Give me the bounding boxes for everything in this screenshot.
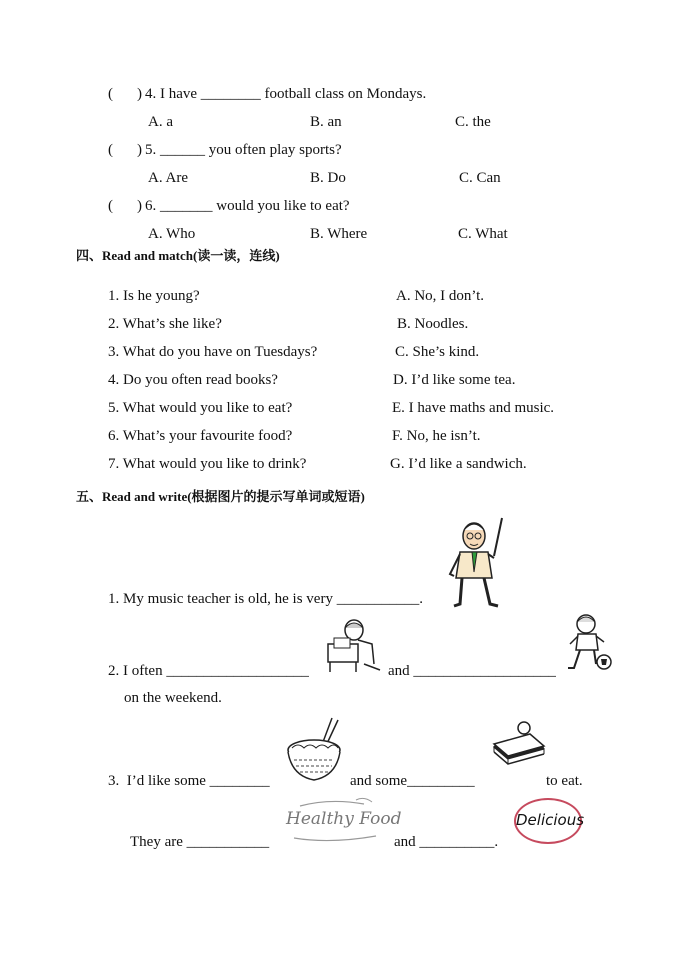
match-left-5: 5. What would you like to eat?	[108, 400, 293, 416]
delicious-logo	[514, 798, 585, 844]
write-q2-part2: and ___________________	[388, 663, 556, 679]
q5-option-a: A. Are	[148, 170, 188, 186]
match-left-1: 1. Is he young?	[108, 288, 200, 304]
write-q3-part2: and some_________	[350, 773, 475, 789]
q4-paren-open: (	[108, 86, 113, 102]
football-child-illustration	[566, 612, 614, 674]
q5-option-c: C. Can	[459, 170, 501, 186]
write-q2-part3: on the weekend.	[124, 690, 222, 706]
write-q1: 1. My music teacher is old, he is very ___________.	[108, 591, 423, 607]
match-left-3: 3. What do you have on Tuesdays?	[108, 344, 318, 360]
match-right-c: C. She’s kind.	[395, 344, 480, 360]
q5-paren-open: (	[108, 142, 113, 158]
old-teacher-illustration	[446, 516, 518, 608]
match-right-f: F. No, he isn’t.	[392, 428, 481, 444]
q4-paren-close: )	[137, 86, 142, 102]
healthy-food-text: Healthy Food	[286, 809, 402, 829]
q6-option-a: A. Who	[148, 226, 196, 242]
section4-heading: 四、Read and match(读一读，连线)	[76, 248, 280, 263]
healthy-food-logo	[280, 796, 402, 846]
write-q3-part3: to eat.	[546, 773, 583, 789]
reading-child-illustration	[324, 614, 384, 674]
delicious-text: Delicious	[516, 811, 585, 829]
match-left-2: 2. What’s she like?	[108, 316, 222, 332]
match-right-a: A. No, I don’t.	[396, 288, 485, 304]
write-q4-part2: and __________.	[394, 834, 499, 850]
q5-option-b: B. Do	[310, 170, 346, 186]
q6-option-c: C. What	[458, 226, 508, 242]
q4-option-a: A. a	[148, 114, 173, 130]
q6-option-b: B. Where	[310, 226, 368, 242]
match-left-4: 4. Do you often read books?	[108, 372, 278, 388]
q6-question: 6. _______ would you like to eat?	[145, 198, 350, 214]
match-right-d: D. I’d like some tea.	[393, 372, 516, 388]
section5-heading: 五、Read and write(根据图片的提示写单词或短语)	[76, 489, 365, 504]
q6-paren-close: )	[137, 198, 142, 214]
sandwich-illustration	[490, 716, 548, 776]
match-left-6: 6. What’s your favourite food?	[108, 428, 293, 444]
noodles-bowl-illustration	[284, 716, 346, 788]
write-q3-part1: 3. I’d like some ________	[108, 773, 270, 789]
q4-question: 4. I have ________ football class on Mondays.	[145, 86, 427, 102]
match-right-e: E. I have maths and music.	[392, 400, 555, 416]
q5-question: 5. ______ you often play sports?	[145, 142, 342, 158]
q4-option-c: C. the	[455, 114, 491, 130]
write-q2-part1: 2. I often ___________________	[108, 663, 309, 679]
match-right-g: G. I’d like a sandwich.	[390, 456, 527, 472]
write-q4-part1: They are ___________	[130, 834, 270, 850]
q6-paren-open: (	[108, 198, 113, 214]
match-left-7: 7. What would you like to drink?	[108, 456, 307, 472]
match-right-b: B. Noodles.	[397, 316, 469, 332]
q4-option-b: B. an	[310, 114, 342, 130]
q5-paren-close: )	[137, 142, 142, 158]
